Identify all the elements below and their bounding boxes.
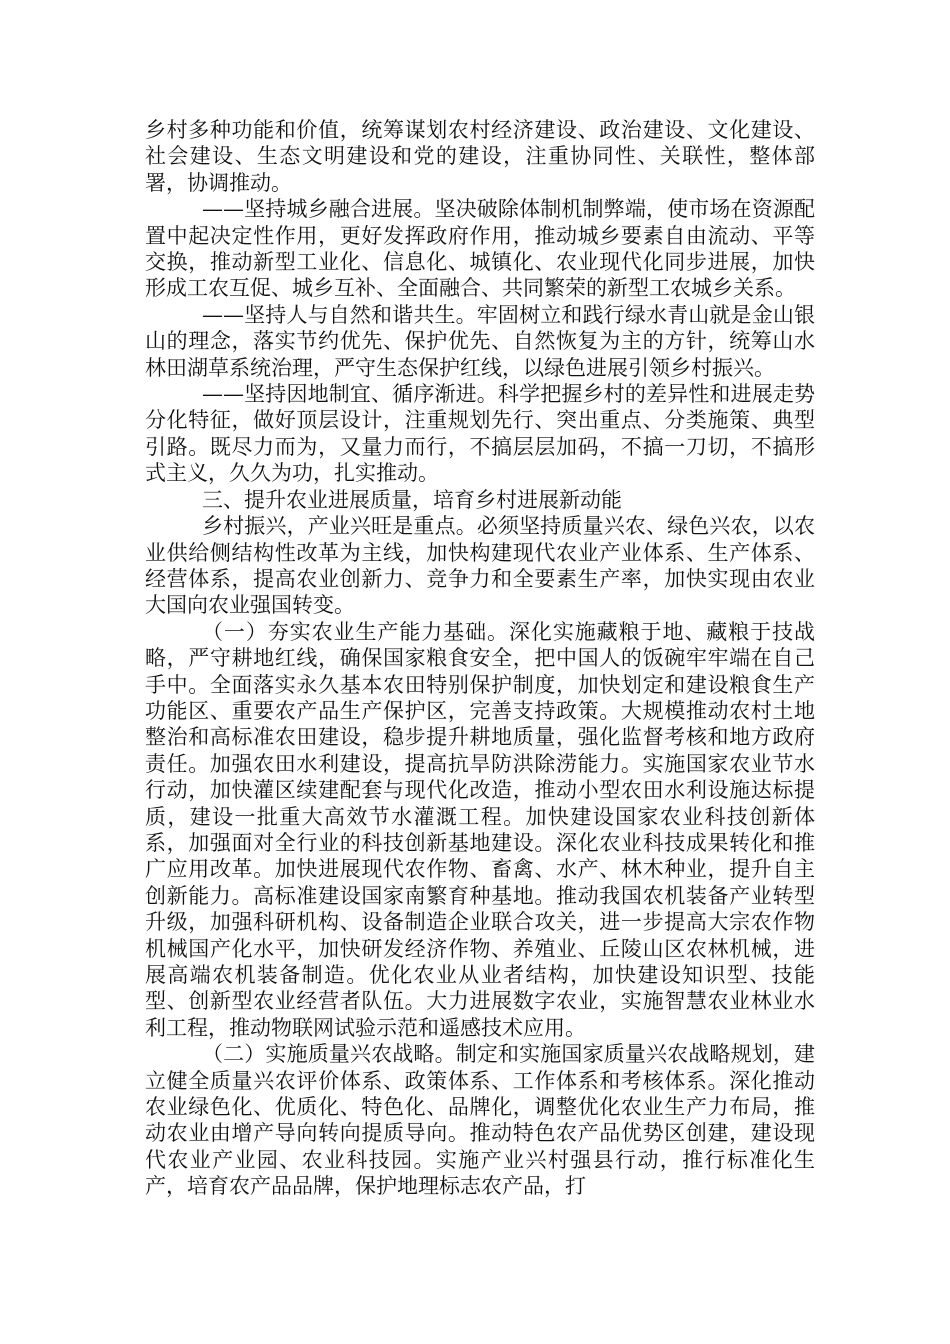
paragraph-quality-agriculture: （二）实施质量兴农战略。制定和实施国家质量兴农战略规划，建立健全质量兴农评价体系、政策体系、工作体系和考核体系。深化推动农业绿色化、优质化、特色化、品牌化，调整优化农业生产力布局，推动农业由增产导向转向提质导向。推动特色农产品优势区创建，建设现代农业产业园、农业科技园。实施产业兴村强县行动，推行标准化生产，培育农产品品牌，保护地理标志农产品，打 <box>145 1042 815 1199</box>
paragraph-production-capacity: （一）夯实农业生产能力基础。深化实施藏粮于地、藏粮于技战略，严守耕地红线，确保国家粮食安全，把中国人的饭碗牢牢端在自己手中。全面落实永久基本农田特别保护制度，加快划定和建设粮食生产功能区、重要农产品生产保护区，完善支持政策。大规模推动农村土地整治和高标准农田建设，稳步提升耕地质量，强化监督考核和地方政府责任。加强农田水利建设，提高抗旱防洪除涝能力。实施国家农业节水行动，加快灌区续建配套与现代化改造，推动小型农田水利设施达标提质，建设一批重大高效节水灌溉工程。加快建设国家农业科技创新体系，加强面对全行业的科技创新基地建设。深化农业科技成果转化和推广应用改革。加快进展现代农作物、畜禽、水产、林木种业，提升自主创新能力。高标准建设国家南繁育种基地。推动我国农机装备产业转型升级，加强科研机构、设备制造企业联合攻关，进一步提高大宗农作物机械国产化水平，加快研发经济作物、养殖业、丘陵山区农林机械，进展高端农机装备制造。优化农业从业者结构，加快建设知识型、技能型、创新型农业经营者队伍。大力进展数字农业，实施智慧农业林业水利工程，推动物联网试验示范和遥感技术应用。 <box>145 619 815 1040</box>
section-heading: 三、提升农业进展质量，培育乡村进展新动能 <box>202 487 622 512</box>
paragraph-industry-prosperity: 乡村振兴，产业兴旺是重点。必须坚持质量兴农、绿色兴农，以农业供给侧结构性改革为主线，加快构建现代农业产业体系、生产体系、经营体系，提高农业创新力、竞争力和全要素生产率，加快实现由农业大国向农业强国转变。 <box>145 514 815 618</box>
paragraph-urban-rural-integration: ——坚持城乡融合进展。坚决破除体制机制弊端，使市场在资源配置中起决定性作用，更好发挥政府作用，推动城乡要素自由流动、平等交换，推动新型工业化、信息化、城镇化、农业现代化同步进展，加快形成工农互促、城乡互补、全面融合、共同繁荣的新型工农城乡关系。 <box>145 197 815 301</box>
paragraph-harmony-with-nature: ——坚持人与自然和谐共生。牢固树立和践行绿水青山就是金山银山的理念，落实节约优先、保护优先、自然恢复为主的方针，统筹山水林田湖草系统治理，严守生态保护红线，以绿色进展引领乡村振兴。 <box>145 302 815 380</box>
document-body <box>145 117 815 1200</box>
paragraph-local-conditions: ——坚持因地制宜、循序渐进。科学把握乡村的差异性和进展走势分化特征，做好顶层设计，注重规划先行、突出重点、分类施策、典型引路。既尽力而为，又量力而行，不搞层层加码，不搞一刀切，不搞形式主义，久久为功，扎实推动。 <box>145 382 815 486</box>
paragraph-continuation: 乡村多种功能和价值，统筹谋划农村经济建设、政治建设、文化建设、社会建设、生态文明建设和党的建设，注重协同性、关联性，整体部署，协调推动。 <box>145 118 815 195</box>
